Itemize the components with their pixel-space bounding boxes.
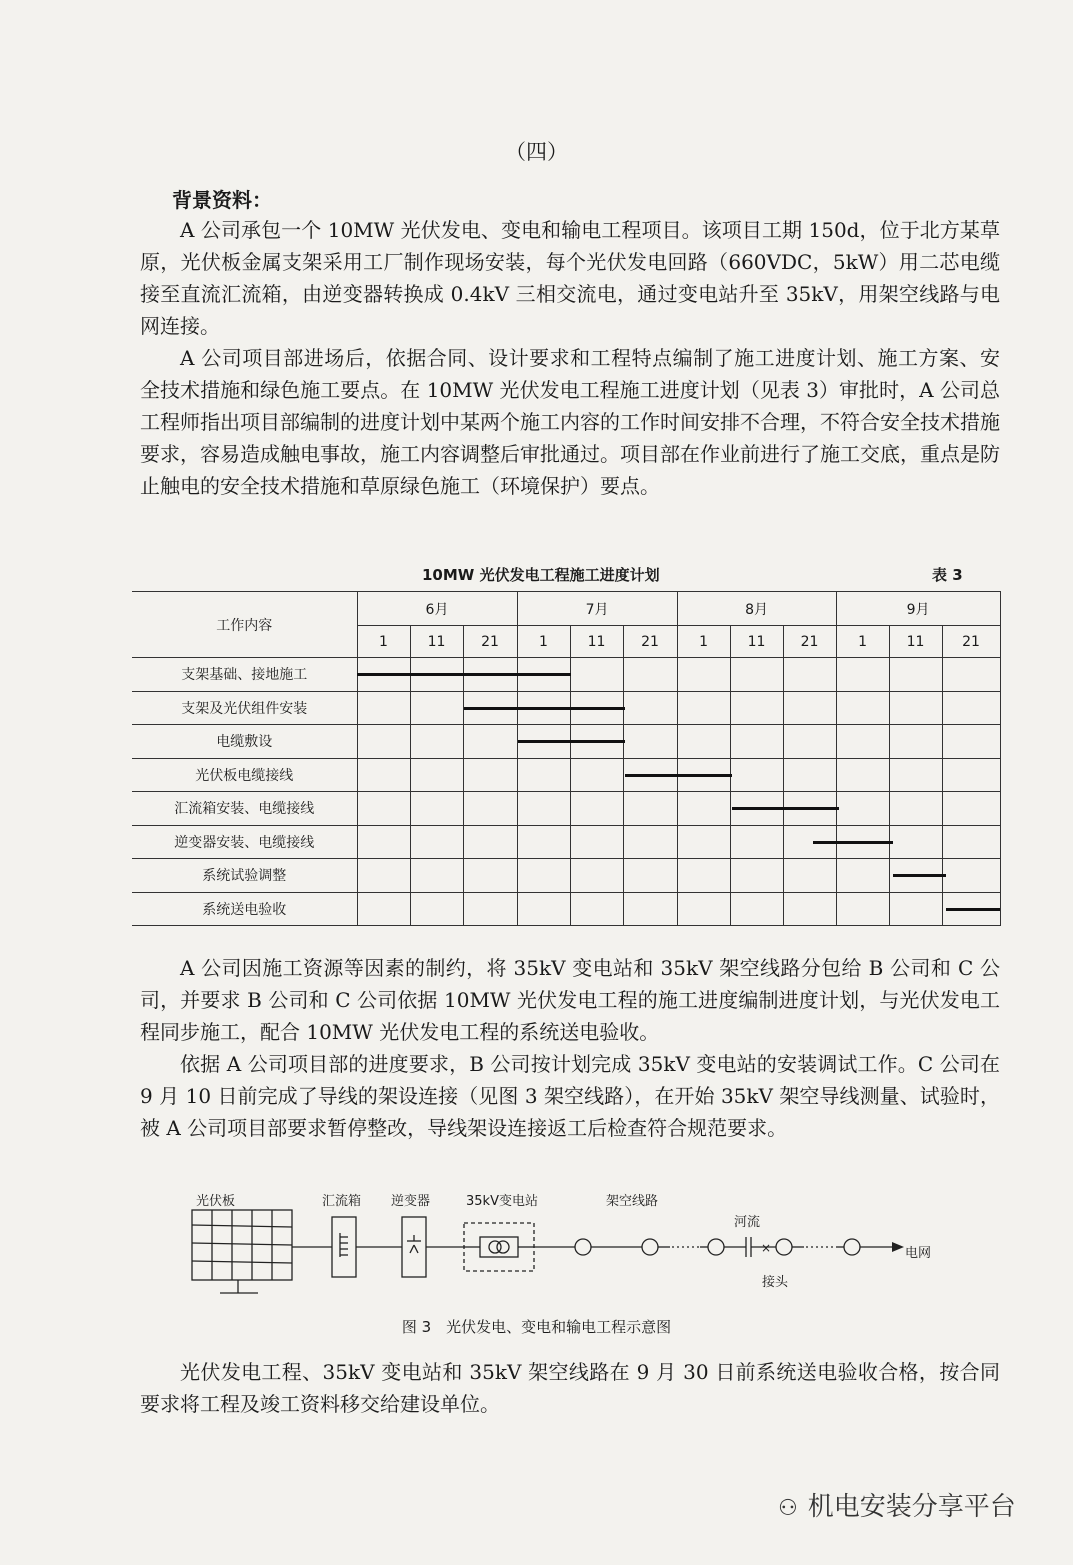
paragraph-4: 依据 A 公司项目部的进度要求，B 公司按计划完成 35kV 变电站的安装调试工作。C 公司在 9 月 10 日前完成了导线的架设连接（见图 3 架空线路），在开始 35kV 架空导线测量、试验时，被 A 公司项目部要求暂停整改，导线架设连接返工后检查符合规范要求。 (140, 1052, 1000, 1140)
schedule-cell (889, 725, 942, 759)
schedule-cell (730, 825, 783, 859)
table-row (132, 859, 1000, 893)
schedule-cell (570, 859, 623, 893)
pv-panel-icon (192, 1210, 292, 1293)
pole-icon (776, 1239, 792, 1255)
label-combiner: 汇流箱 (322, 1194, 362, 1209)
schedule-cell (836, 725, 889, 759)
schedule-cell (463, 658, 517, 692)
schedule-cell (783, 758, 836, 792)
schedule-cell (677, 691, 730, 725)
schedule-cell (463, 892, 517, 926)
schedule-cell (623, 758, 677, 792)
schedule-cell (942, 859, 1000, 893)
schedule-cell (357, 725, 410, 759)
figure-caption: 图 3 光伏发电、变电和输电工程示意图 (401, 1318, 672, 1336)
schedule-cell (889, 892, 942, 926)
schedule-cell (570, 758, 623, 792)
schedule-cell (410, 725, 463, 759)
day-header: 1 (357, 626, 410, 658)
section-heading: （四） (505, 140, 568, 164)
pole-icon (844, 1239, 860, 1255)
schedule-cell (889, 792, 942, 826)
task-name: 支架及光伏组件安装 (132, 691, 357, 725)
task-name: 系统送电验收 (132, 892, 357, 926)
day-header: 1 (677, 626, 730, 658)
schedule-cell (517, 758, 570, 792)
schedule-cell (410, 825, 463, 859)
day-header: 21 (623, 626, 677, 658)
schedule-cell (570, 658, 623, 692)
substation-icon (464, 1223, 534, 1271)
day-header: 11 (410, 626, 463, 658)
task-name: 支架基础、接地施工 (132, 658, 357, 692)
schedule-cell (517, 691, 570, 725)
pole-icon (575, 1239, 591, 1255)
schedule-cell (730, 792, 783, 826)
schedule-cell (677, 892, 730, 926)
system-diagram (180, 1205, 920, 1305)
watermark-text: 机电安装分享平台 (807, 1492, 1016, 1522)
day-header: 21 (783, 626, 836, 658)
day-header: 1 (836, 626, 889, 658)
schedule-cell (517, 859, 570, 893)
schedule-cell (942, 825, 1000, 859)
day-header: 1 (517, 626, 570, 658)
schedule-cell (889, 658, 942, 692)
day-header: 21 (463, 626, 517, 658)
schedule-cell (836, 691, 889, 725)
schedule-cell (463, 691, 517, 725)
schedule-cell (517, 792, 570, 826)
task-name: 光伏板电缆接线 (132, 758, 357, 792)
schedule-cell (783, 691, 836, 725)
schedule-cell (942, 892, 1000, 926)
schedule-cell (623, 892, 677, 926)
schedule-cell (836, 792, 889, 826)
schedule-cell (942, 725, 1000, 759)
schedule-cell (623, 792, 677, 826)
paragraph-5: 光伏发电工程、35kV 变电站和 35kV 架空线路在 9 月 30 日前系统送电验收合格，按合同要求将工程及竣工资料移交给建设单位。 (140, 1360, 1000, 1416)
schedule-cell (677, 725, 730, 759)
paragraph-2: A 公司项目部进场后，依据合同、设计要求和工程特点编制了施工进度计划、施工方案、安全技术措施和绿色施工要点。在 10MW 光伏发电工程施工进度计划（见表 3）审批时，A 公司总工程师指出项目部编制的进度计划中某两个施工内容的工作时间安排不合理，不符合安全技术措施要求，容易造成触电事故，施工内容调整后审批通过。项目部在作业前进行了施工交底，重点是防止触电的安全技术措施和草原绿色施工（环境保护）要点。 (140, 346, 1000, 498)
schedule-cell (783, 725, 836, 759)
label-overhead-line: 架空线路 (606, 1194, 659, 1209)
schedule-cell (410, 691, 463, 725)
schedule-cell (730, 691, 783, 725)
schedule-cell (942, 691, 1000, 725)
combiner-box-icon (332, 1217, 356, 1277)
month-header-aug: 8月 (677, 592, 836, 626)
schedule-cell (677, 859, 730, 893)
table-row (132, 658, 1000, 692)
schedule-cell (410, 792, 463, 826)
task-name: 电缆敷设 (132, 725, 357, 759)
schedule-cell (357, 658, 410, 692)
paragraph-3: A 公司因施工资源等因素的制约，将 35kV 变电站和 35kV 架空线路分包给 B 公司和 C 公司，并要求 B 公司和 C 公司依据 10MW 光伏发电工程的施工进度编制进度计划，与光伏发电工程同步施工，配合 10MW 光伏发电工程的系统送电验收。 (140, 956, 1000, 1044)
schedule-cell (730, 658, 783, 692)
schedule-cell (836, 825, 889, 859)
schedule-cell (730, 892, 783, 926)
schedule-cell (410, 658, 463, 692)
schedule-cell (517, 892, 570, 926)
schedule-cell (623, 825, 677, 859)
schedule-cell (783, 892, 836, 926)
schedule-cell (836, 892, 889, 926)
schedule-cell (463, 792, 517, 826)
schedule-cell (836, 859, 889, 893)
pole-icon (642, 1239, 658, 1255)
schedule-cell (730, 859, 783, 893)
inverter-icon (402, 1217, 426, 1277)
schedule-cell (942, 792, 1000, 826)
task-name: 汇流箱安装、电缆接线 (132, 792, 357, 826)
schedule-cell (783, 658, 836, 692)
joint-mark-icon: × (761, 1241, 772, 1255)
month-header-jun: 6月 (357, 592, 517, 626)
table-row (132, 792, 1000, 826)
schedule-cell (730, 758, 783, 792)
schedule-cell (677, 792, 730, 826)
schedule-cell (677, 825, 730, 859)
day-header: 11 (730, 626, 783, 658)
river-icon (746, 1237, 751, 1257)
table-row (132, 691, 1000, 725)
schedule-cell (357, 792, 410, 826)
pole-icon (708, 1239, 724, 1255)
work-content-header: 工作内容 (132, 592, 357, 658)
arrow-icon (892, 1242, 904, 1252)
table-row (132, 825, 1000, 859)
schedule-cell (942, 658, 1000, 692)
schedule-cell (410, 892, 463, 926)
schedule-cell (463, 859, 517, 893)
schedule-cell (570, 825, 623, 859)
table-label: 表 3 (932, 566, 963, 584)
schedule-cell (677, 758, 730, 792)
schedule-cell (357, 892, 410, 926)
label-joint: 接头 (762, 1275, 789, 1290)
schedule-table (132, 591, 1001, 926)
label-river: 河流 (734, 1215, 761, 1230)
schedule-cell (730, 725, 783, 759)
day-header: 11 (570, 626, 623, 658)
schedule-cell (410, 758, 463, 792)
watermark (778, 1486, 1016, 1523)
schedule-cell (623, 859, 677, 893)
schedule-cell (463, 758, 517, 792)
task-name: 逆变器安装、电缆接线 (132, 825, 357, 859)
label-inverter: 逆变器 (391, 1194, 431, 1209)
schedule-cell (357, 859, 410, 893)
label-substation: 35kV变电站 (466, 1194, 538, 1209)
schedule-cell (836, 758, 889, 792)
schedule-cell (410, 859, 463, 893)
schedule-cell (623, 725, 677, 759)
schedule-cell (889, 691, 942, 725)
schedule-cell (623, 658, 677, 692)
schedule-cell (889, 758, 942, 792)
schedule-cell (357, 691, 410, 725)
month-header-jul: 7月 (517, 592, 677, 626)
schedule-cell (570, 792, 623, 826)
schedule-cell (570, 725, 623, 759)
schedule-cell (783, 825, 836, 859)
schedule-cell (570, 892, 623, 926)
task-name: 系统试验调整 (132, 859, 357, 893)
schedule-cell (677, 658, 730, 692)
paragraph-1: A 公司承包一个 10MW 光伏发电、变电和输电工程项目。该项目工期 150d，位于北方某草原，光伏板金属支架采用工厂制作现场安装，每个光伏发电回路（660VDC，5kW）用二芯电缆接至直流汇流箱，由逆变器转换成 0.4kV 三相交流电，通过变电站升至 35kV，用架空线路与电网连接。 (140, 218, 1000, 338)
schedule-cell (836, 658, 889, 692)
table-row (132, 725, 1000, 759)
schedule-cell (517, 825, 570, 859)
day-header: 21 (942, 626, 1000, 658)
table-row (132, 758, 1000, 792)
day-header: 11 (889, 626, 942, 658)
label-grid: 电网 (905, 1246, 932, 1261)
schedule-cell (357, 758, 410, 792)
schedule-cell (623, 691, 677, 725)
schedule-cell (517, 725, 570, 759)
background-label: 背景资料： (172, 188, 272, 212)
schedule-cell (889, 825, 942, 859)
month-header-sep: 9月 (836, 592, 1000, 626)
wechat-icon: ⚇ (778, 1496, 798, 1521)
label-pv-panel: 光伏板 (196, 1194, 236, 1209)
schedule-cell (357, 825, 410, 859)
schedule-cell (570, 691, 623, 725)
schedule-cell (889, 859, 942, 893)
schedule-cell (463, 825, 517, 859)
schedule-cell (783, 859, 836, 893)
schedule-cell (942, 758, 1000, 792)
schedule-cell (463, 725, 517, 759)
schedule-cell (517, 658, 570, 692)
table-row (132, 892, 1000, 926)
table-title: 10MW 光伏发电工程施工进度计划 (422, 566, 660, 584)
schedule-cell (783, 792, 836, 826)
